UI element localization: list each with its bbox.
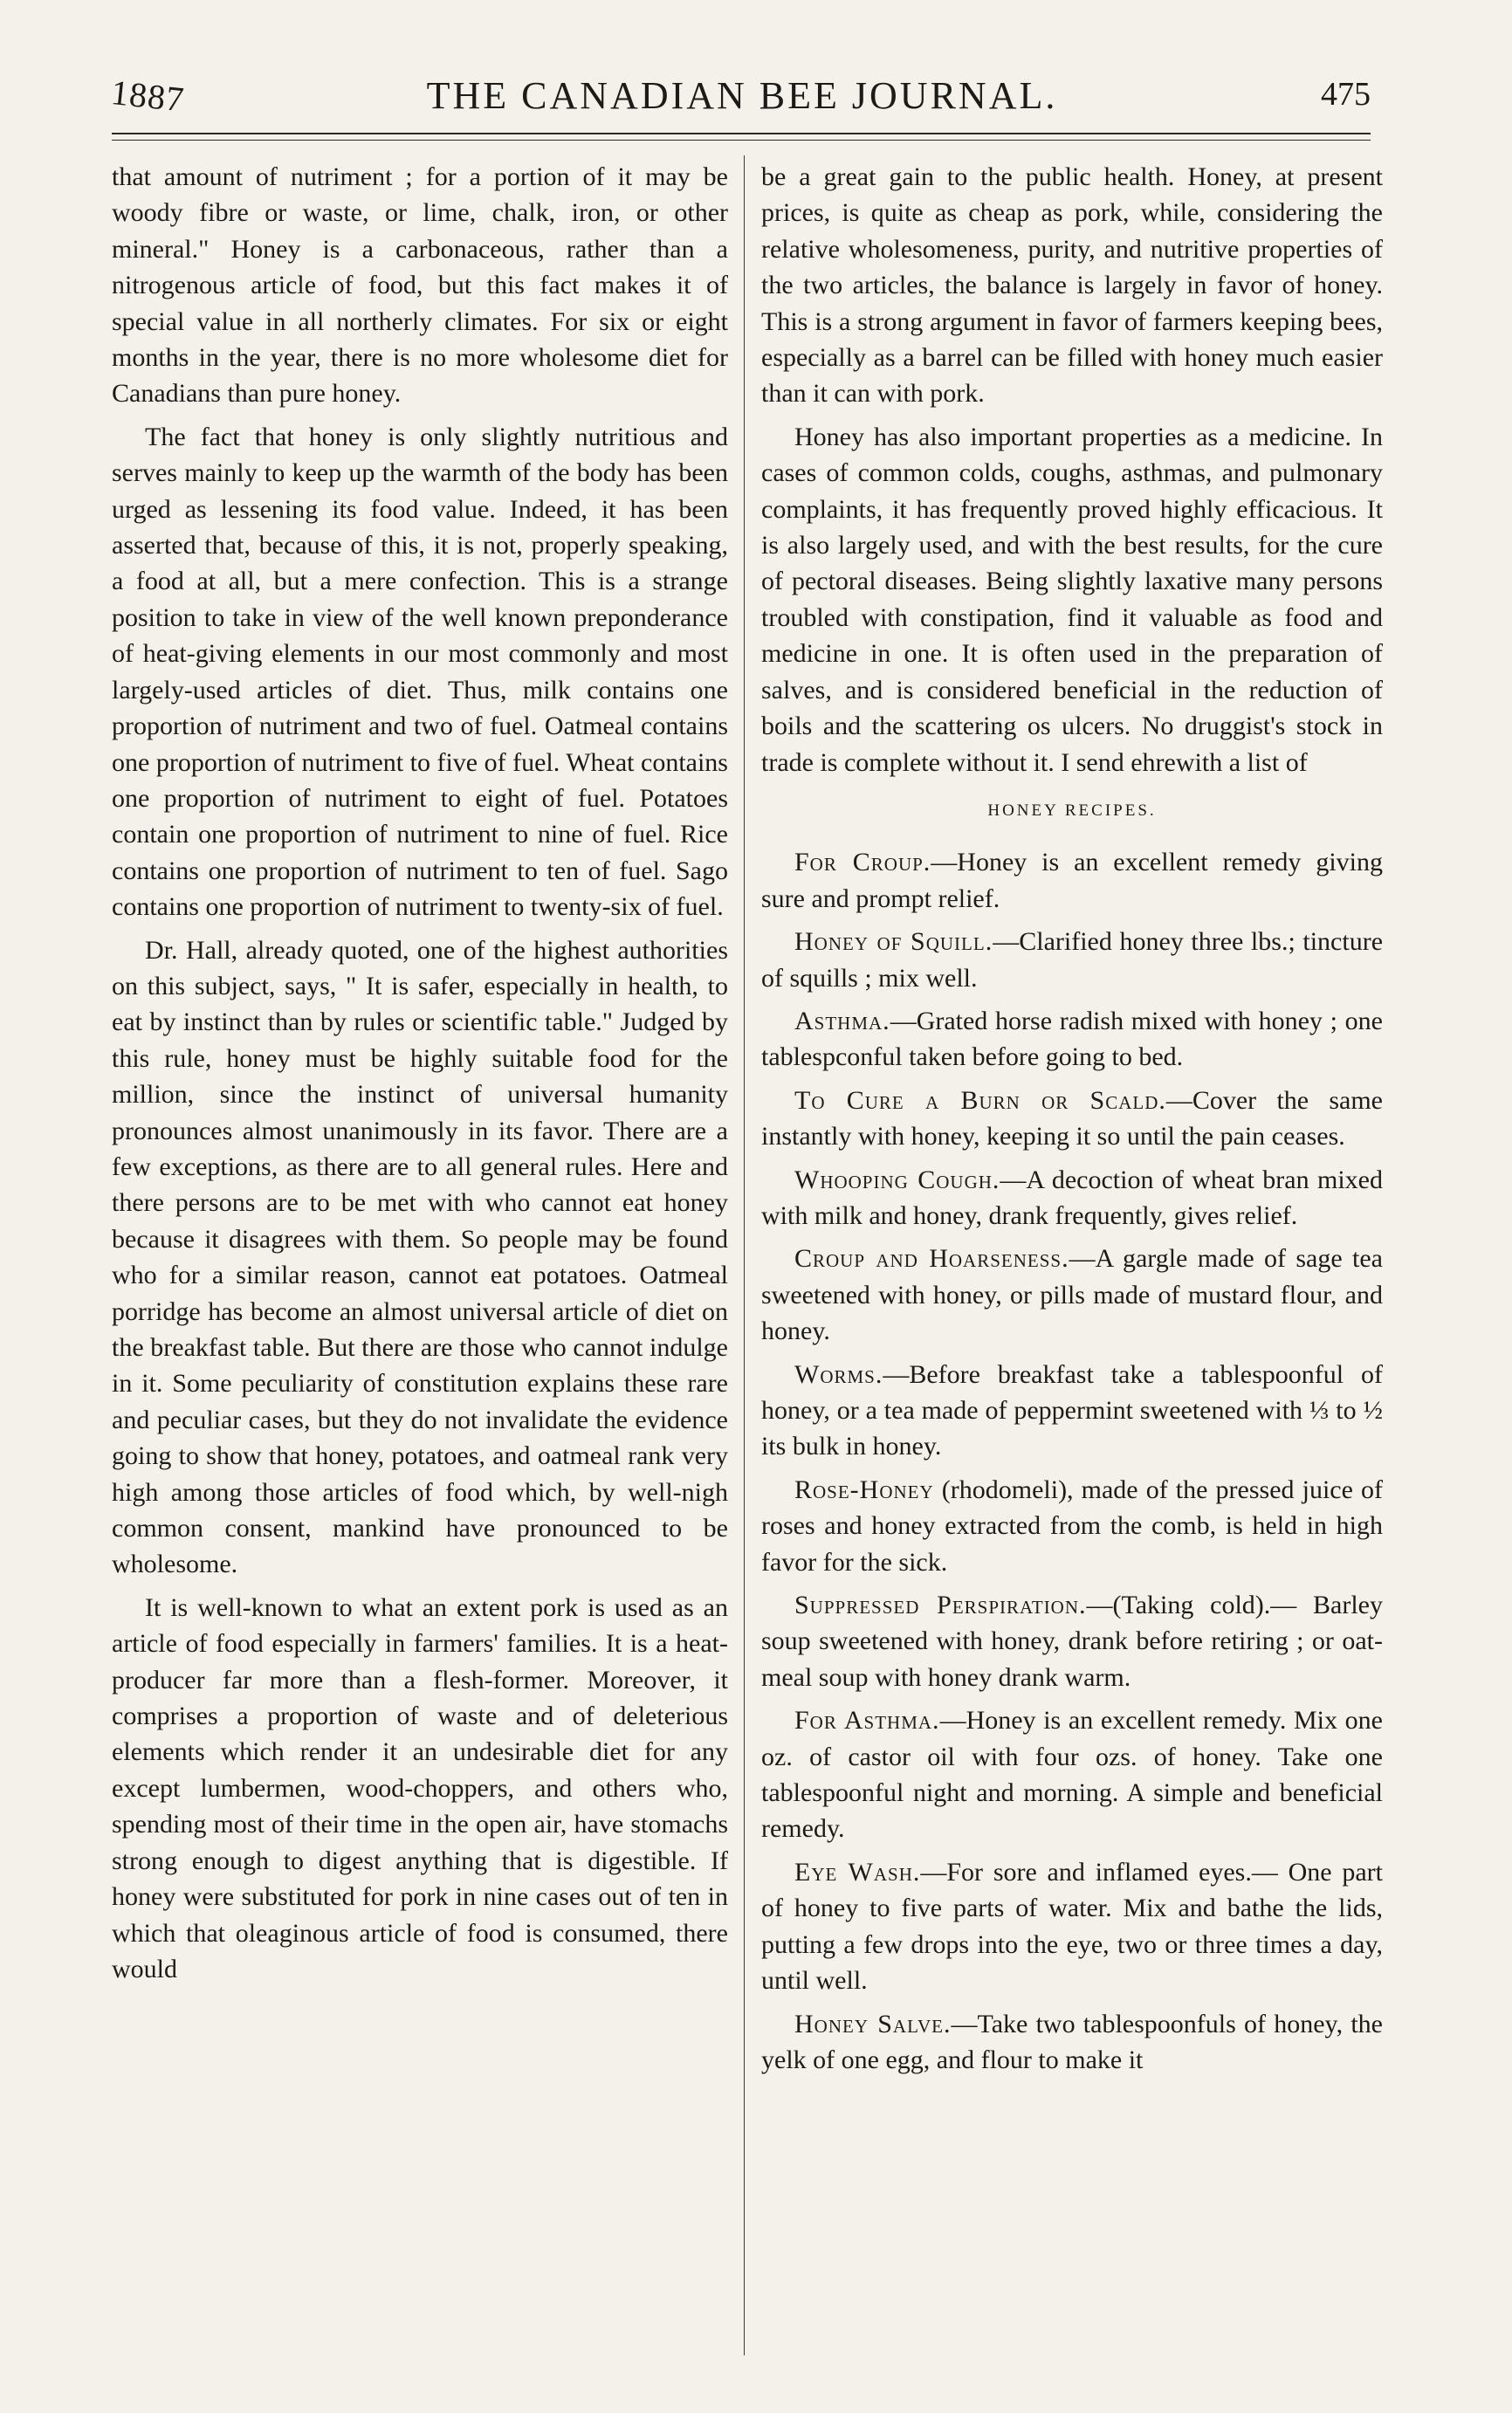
right-paragraph: Honey has also important properties as a medicine. In cases of common colds, coughs, asthmas, and pulmonary complaints, it has frequently proved highly efficacious. It is also largely used, and with the best results, for the cure of pectoral diseases. Being slightly laxative many persons troubled with constipation, find it valuable as food and medicine in one. It is often used in the preparation of salves, and is considered beneficial in the reduction of boils and the scattering os ulcers. No druggist's stock in trade is complete without it. I send ehrewith a list of <box>761 422 1383 777</box>
recipe-text: —For sore and inflamed eyes.— One part of honey to five parts of water. Mix and bathe the lids, putting a few drops into the eye, two or three times a day, until well. <box>761 1857 1383 1996</box>
page-number: 475 <box>1321 76 1371 113</box>
recipe-title: Worms. <box>794 1359 883 1389</box>
recipe-item <box>761 1357 1383 1465</box>
recipe-text: (rhodomeli), made of the pressed juice of roses and honey extracted from the comb, is held in high favor for the sick. <box>761 1475 1383 1577</box>
recipe-title: Honey of Squill. <box>794 927 993 957</box>
recipe-item <box>761 2006 1383 2079</box>
recipe-title: For Asthma. <box>794 1706 940 1736</box>
recipes-heading: HONEY RECIPES. <box>987 801 1157 820</box>
recipe-text: —Clarified honey three lbs.; tincture of squills ; mix well. <box>761 927 1384 993</box>
recipe-text: —A gargle made of sage tea sweetened with honey, or pills made of mustard flour, and honey. <box>761 1244 1383 1346</box>
recipe-text: —Take two tablespoonfuls of honey, the yelk of one egg, and flour to make it <box>761 2009 1383 2074</box>
recipe-item <box>761 1587 1383 1695</box>
recipe-text: —Honey is an excellent remedy giving sure and prompt relief. <box>761 848 1384 913</box>
running-head <box>109 72 1371 126</box>
left-paragraph: It is well-known to what an extent pork is used as an article of food especially in farmers' families. It is a heat-producer far more than a flesh-former. Moreover, it comprises a proportion of waste and of deleterious elements which render it an undesirable diet for any except lumbermen, wood-choppers, and others who, spending most of their time in the open air, have stomachs strong enough to digest anything that is digestible. If honey were substituted for pork in nine cases out of ten in which that oleaginous article of food is consumed, there would <box>112 1592 728 1983</box>
recipe-title: For Croup. <box>794 848 931 877</box>
recipe-title: Eye Wash. <box>794 1857 921 1887</box>
column-divider <box>744 155 745 2355</box>
right-paragraph: be a great gain to the public health. Honey, at present prices, is quite as cheap as pork, while, considering the relative wholesomeness, purity, and nutritive properties of the two articles, the balance is largely in favor of honey. This is a strong argument in favor of farmers keeping bees, especially as a barrel can be filled with honey much easier than it can with pork. <box>761 162 1383 409</box>
recipe-item <box>761 1162 1383 1234</box>
recipe-title: Asthma. <box>794 1006 890 1035</box>
header-rule <box>112 133 1371 134</box>
recipe-title: Croup and Hoarseness. <box>794 1244 1069 1274</box>
left-paragraph: that amount of nutriment ; for a portion of it may be woody fibre or waste, or lime, chalk, iron, or other mineral." Honey is a carbonaceous, rather than a nitrogenous article of food, but this fact makes it of special value in all northerly climates. For six or eight months in the year, there is no more wholesome diet for Canadians than pure honey. <box>112 162 728 409</box>
recipe-text: —(Taking cold).— Barley soup sweetened with honey, drank before retiring ; or oat-meal soup with honey drank warm. <box>761 1591 1383 1692</box>
right-column <box>761 159 1383 2085</box>
recipe-text: —Cover the same instantly with honey, keeping it so until the pain ceases. <box>761 1085 1383 1152</box>
recipe-text: —A decoction of wheat bran mixed with milk and honey, drank frequently, gives relief. <box>761 1165 1383 1230</box>
recipe-title: Rose-Honey <box>794 1475 934 1504</box>
recipe-item <box>761 844 1383 917</box>
recipe-title: Honey Salve. <box>794 2009 952 2038</box>
journal-title: THE CANADIAN BEE JOURNAL. <box>426 74 1058 117</box>
recipe-text: —Honey is an excellent remedy. Mix one oz. of castor oil with four ozs. of honey. Take one tablespoonful night and morning. A simple and beneficial remedy. <box>761 1706 1383 1844</box>
recipe-text: —Grated horse radish mixed with honey ; one tablespconful taken before going to bed. <box>761 1006 1383 1072</box>
left-paragraph: Dr. Hall, already quoted, one of the highest authorities on this subject, says, " It is safer, especially in health, to eat by instinct than by rules or scientific table." Judged by this rule, honey must be highly suitable food for the million, since the instinct of universal humanity pronounces almost unanimously in its favor. There are a few exceptions, as there are to all general rules. Here and there persons are to be met with who cannot eat honey because it disagrees with them. So people may be found who for a similar reason, cannot eat potatoes. Oatmeal porridge has become an almost universal article of diet on the breakfast table. But there are those who cannot indulge in it. Some peculiarity of constitution explains these rare and peculiar cases, but they do not invalidate the evidence going to show that honey, potatoes, and oatmeal rank very high among those articles of food which, by well-nigh common consent, mankind have pronounced to be wholesome. <box>112 935 728 1579</box>
recipe-item <box>761 1241 1383 1349</box>
recipe-text: —Before breakfast take a tablespoonful of honey, or a tea made of peppermint sweetened with ⅓ to ½ its bulk in honey. <box>761 1359 1383 1461</box>
page-year: 1887 <box>109 72 187 120</box>
recipe-title: To Cure a Burn or Scald. <box>794 1085 1166 1115</box>
header-rule-thin <box>112 140 1371 141</box>
recipe-item <box>761 1472 1383 1580</box>
recipe-item <box>761 1702 1383 1847</box>
recipe-item <box>761 1854 1383 1999</box>
left-paragraph: The fact that honey is only slightly nutritious and serves mainly to keep up the warmth of the body has been urged as lessening its food value. Indeed, it has been asserted that, because of this, it is not, properly speaking, a food at all, but a mere confection. This is a strange position to take in view of the well known preponderance of heat-giving elements in our most commonly and most largely-used articles of diet. Thus, milk contains one proportion of nutriment and two of fuel. Oatmeal contains one proportion of nutriment to five of fuel. Wheat contains one proportion of nutriment to eight of fuel. Potatoes contain one proportion of nutriment to nine of fuel. Rice contains one proportion of nutriment to ten of fuel. Sago contains one proportion of nutriment to twenty-six of fuel. <box>112 422 728 922</box>
recipe-title: Suppressed Perspiration. <box>794 1591 1087 1620</box>
recipe-item <box>761 1003 1383 1076</box>
left-column <box>112 159 728 1994</box>
recipe-item <box>761 924 1383 996</box>
recipe-title: Whooping Cough. <box>794 1165 1000 1194</box>
recipe-item <box>761 1083 1383 1155</box>
